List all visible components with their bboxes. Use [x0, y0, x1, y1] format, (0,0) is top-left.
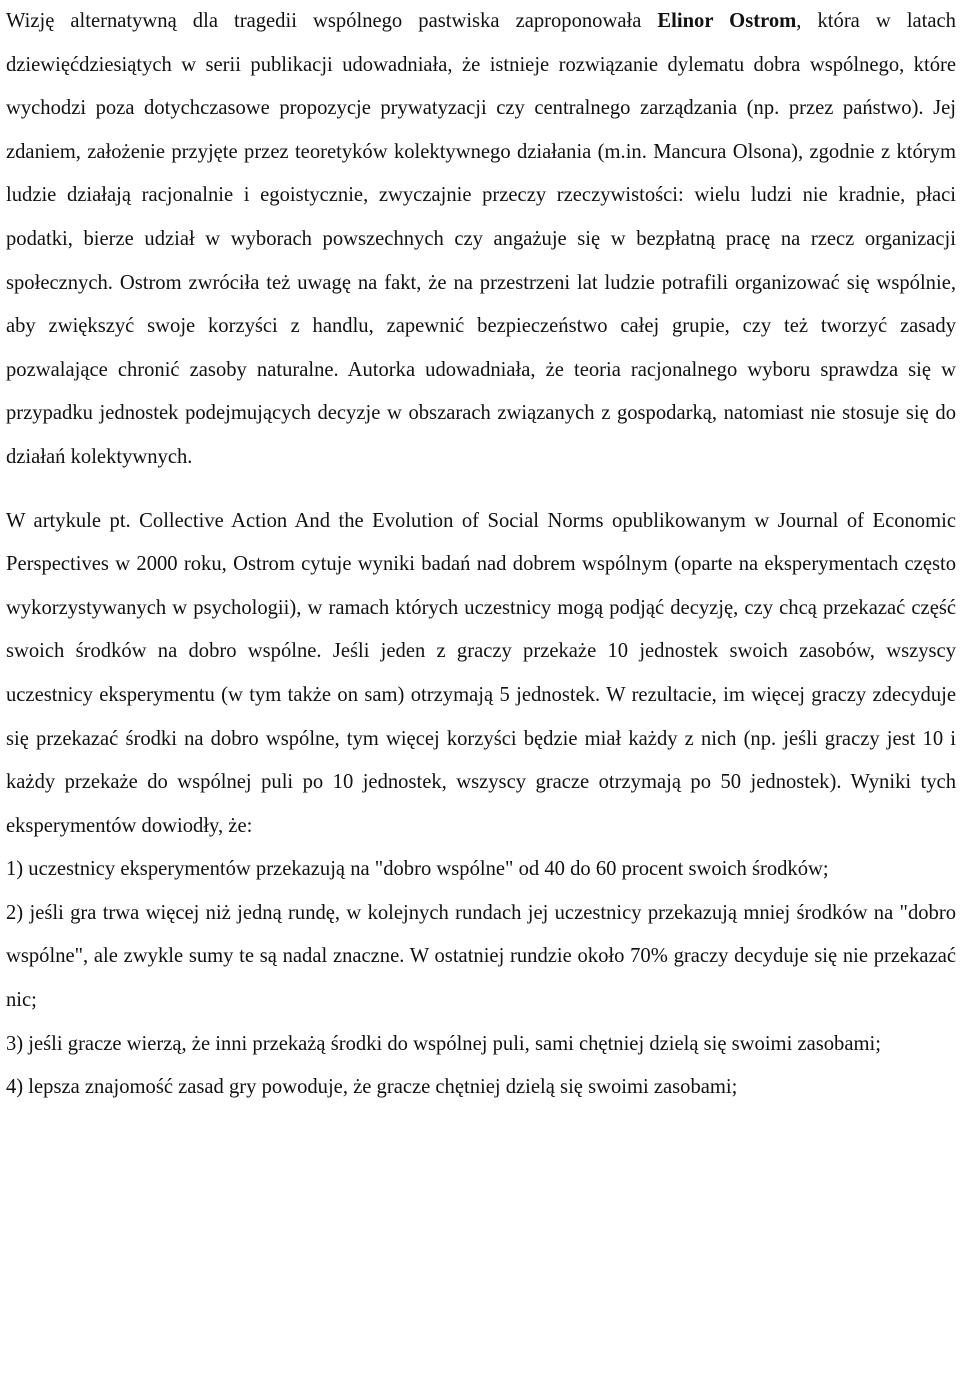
paragraph-text: Wizję alternatywną dla tragedii wspólnego pastwiska zaproponowała	[6, 10, 658, 32]
list-item-4: 4) lepsza znajomość zasad gry powoduje, że gracze chętniej dzielą się swoimi zasobami;	[6, 1076, 738, 1099]
list-item-2: 2) jeśli gra trwa więcej niż jedną rundę, w kolejnych rundach jej uczestnicy przekazują mniej środków na "dobro wspólne", ale zwykle sumy te są nadal znaczne. W ostatniej rundzie około 70% graczy decyduje się nie przekazać nic;	[6, 901, 956, 1012]
author-name: Elinor Ostrom	[657, 10, 797, 32]
document-page	[6, 0, 956, 1110]
paragraph-ostrom-intro	[6, 0, 956, 480]
list-item-1: 1) uczestnicy eksperymentów przekazują na "dobro wspólne" od 40 do 60 procent swoich środków;	[6, 858, 829, 881]
list-item-3: 3) jeśli gracze wierzą, że inni przekażą środki do wspólnej puli, sami chętniej dzielą się swoimi zasobami;	[6, 1032, 881, 1055]
paragraph-article: W artykule pt. Collective Action And the Evolution of Social Norms opublikowanym w Journal of Economic Perspectives w 2000 roku, Ostrom cytuje wyniki badań nad dobrem wspólnym (oparte na eksperymentach często wykorzystywanych w psychologii), w ramach których uczestnicy mogą podjąć decyzję, czy chcą przekazać część swoich środków na dobro wspólne. Jeśli jeden z graczy przekaże 10 jednostek swoich zasobów, wszyscy uczestnicy eksperymentu (w tym także on sam) otrzymają 5 jednostek. W rezultacie, im więcej graczy zdecyduje się przekazać środki na dobro wspólne, tym więcej korzyści będzie miał każdy z nich (np. jeśli graczy jest 10 i każdy przekaże do wspólnej puli po 10 jednostek, wszyscy gracze otrzymają po 50 jednostek). Wyniki tych eksperymentów dowiodły, że:	[6, 509, 956, 837]
paragraph-text: , która w latach dziewięćdziesiątych w serii publikacji udowadniała, że istnieje rozwiązanie dylematu dobra wspólnego, które wychodzi poza dotychczasowe propozycje prywatyzacji czy centralnego zarządzania (np. przez państwo). Jej zdaniem, założenie przyjęte przez teoretyków kolektywnego działania (m.in. Mancura Olsona), zgodnie z którym ludzie działają racjonalnie i egoistycznie, zwyczajnie przeczy rzeczywistości: wielu ludzi nie kradnie, płaci podatki, bierze udział w wyborach powszechnych czy angażuje się w bezpłatną pracę na rzecz organizacji społecznych. Ostrom zwróciła też uwagę na fakt, że na przestrzeni lat ludzie potrafili organizować się wspólnie, aby zwiększyć swoje korzyści z handlu, zapewnić bezpieczeństwo całej grupie, czy też tworzyć zasady pozwalające chronić zasoby naturalne. Autorka udowadniała, że teoria racjonalnego wyboru sprawdza się w przypadku jednostek podejmujących decyzje w obszarach związanych z gospodarką, natomiast nie stosuje się do działań kolektywnych.	[6, 10, 956, 468]
